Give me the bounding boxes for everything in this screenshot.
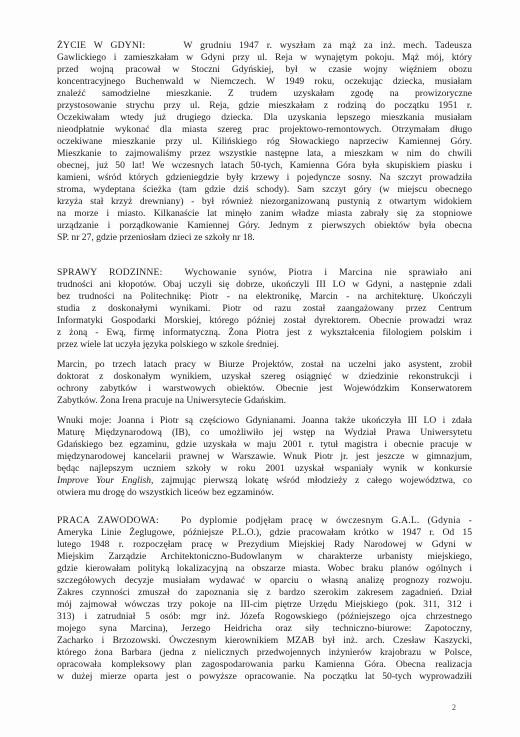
text-line: będąc najlepszym uczniem szkoły w roku 2001 uzyskał wspaniały wynik w konkursie [57,463,472,474]
text-line: Ameryka Linie Żeglugowe, późniejsze P.L.O.), gdzie pracowałam krótko w 1947 r. Od 15 [57,527,472,538]
text-line: 313) i zatrudniał 5 osób: mgr inż. Józefa Rogowskiego (późniejszego ojca chrzestnego [57,611,472,622]
text-line: szczegółowych decyzje musiałam wydawać w oparciu o własną analizę prognozy rozwoju. [57,575,472,586]
text-line: trudności ani kłopotów. Obaj uczyli się dobrze, ukończyli III LO w Gdyni, a następnie zdali [57,279,472,290]
text-line: z żoną - Ewą, firmę informatyczną. Żona Piotra jest z wykształcenia filologiem polskim i [57,327,472,338]
text-line: mojego syna Marcina), Jerzego Heidricha oraz siły techniczno-biurowe: Zapotoczny, [57,623,472,634]
text-line: przystosowanie strychu przy ul. Reja, gdzie mieszkałam z rodziną do początku 1951 r. [57,100,472,111]
text-line: Wnuki moje: Joanna i Piotr są częściowo Gdynianami. Joanna także ukończyła III LO i zdała [57,415,472,426]
text-line: przed wojną pracował w Stoczni Gdyńskiej, był w czasie wojny więźniem obozu [57,64,472,75]
section-line: ŻYCIE W GDYNI: W grudniu 1947 r. wyszłam za mąż za inż. mech. Tadeusza [57,40,472,51]
section-line: PRACA ZAWODOWA: Po dyplomie podjęłam pracę w ówczesnym G.A.L. (Gdynia - [57,515,472,526]
text-line: opracowała kompleksowy plan zagospodarowania parku Kamienna Góra. Obecna realizacja [57,659,472,670]
text-line: Improve Your English, zajmując pierwszą lokatę wśród młodzieży z całego województwa, co [57,475,472,486]
text-line: lutego 1948 r. rozpoczęłam pracę w Prezydium Miejskiej Rady Narodowej w Gdyni w [57,539,472,550]
text-line: doktorat z doskonałym wynikiem, uzyskał szereg osiągnięć w dziedzinie rekonstrukcji i [57,371,472,382]
text-line: którego żona Barbara (jedna z nielicznych przedwojennych inżynierów krajobrazu w Polsce, [57,647,472,658]
text-line: koncentracyjnego Buchenwald w Niemczech. W 1949 roku, oczekując dziecka, musiałam [57,76,472,87]
text-line: bez trudności na Politechnikę: Piotr - na elektronikę, Marcin - na architekturę. Ukończyli [57,291,472,302]
text-line: Zabytków. Żona Irena pracuje na Uniwersytecie Gdańskim. [57,395,287,406]
text-line: Maturę Międzynarodową (IB), co umożliwiło jej wstęp na Wydział Prawa Uniwersytetu [57,427,472,438]
text-line: studia z doskonałymi wynikami. Piotr od razu został zaangażowany przez Centrum [57,303,472,314]
text-line: kamieni, wśród których gdzieniegdzie były krzewy i pojedyncze sosny. Na szczyt prowadziła [57,172,472,183]
section-heading-family-matters: SPRAWY RODZINNE: [57,267,163,278]
text-line: w dużej mierze oparta jest o powyższe opracowanie. Na początku lat 50-tych wyprowadziłi [57,671,472,682]
section-heading-professional-work: PRACA ZAWODOWA: [57,515,159,526]
text-line: ochrony zabytków i warstwowych obiektów. Obecnie jest Wojewódzkim Konserwatorem [57,383,472,394]
text-line: stroma, wydeptana ścieżka (tam gdzie dziś schody). Sam szczyt góry (w miejscu obecnego [57,184,472,195]
page-number: 2 [452,703,456,712]
text-line: Marcin, po trzech latach pracy w Biurze Projektów, został na uczelni jako asystent, zrobił [57,359,472,370]
text-line: Gdańskiego bez egzaminu, gdzie uzyskała w maju 2001 r. tytuł magistra i obecnie pracuje w [57,439,472,450]
text-line: Informatyki Gospodarki Morskiej, którego później został dyrektorem. Obecnie prowadzi wraz [57,315,472,326]
text-line: Zacharko i Brzozowski. Ówczesnym kierownikiem MZAB był inż. arch. Czesław Kaszycki, [57,635,472,646]
text-line: SP. nr 27, gdzie przeniosłam dzieci ze szkoły nr 18. [57,232,255,243]
text-line: Gawlickiego i zamieszkałam w Gdyni przy ul. Reja w wynajętym pokoju. Mąż mój, który [57,52,472,63]
text-line: krzyża stał krzyż drewniany) - był również niezorganizowaną pustynią z otwartym widokiem [57,196,472,207]
section-heading-life-in-gdynia: ŻYCIE W GDYNI: [57,40,146,51]
text-line: otwiera mu drogę do wszystkich liceów bez egzaminów. [57,487,274,498]
text-line: znaleźć samodzielne mieszkanie. Z trudem uzyskałam zgodę na prowizoryczne [57,88,472,99]
text-line: oczekiwane mieszkanie przy ul. Kilińskiego róg Słowackiego naprzeciw Kamiennej Góry. [57,136,472,147]
text-line: mój zajmował wówczas trzy pokoje na III-cim piętrze Urzędu Miejskiego (pok. 311, 312 i [57,599,472,610]
text-line: urządzanie i porządkowanie Kamiennej Góry. Jednym z pierwszych obiektów była obecna [57,220,472,231]
text-line: przez wiele lat uczyła języka polskiego w szkole średniej. [57,339,279,350]
text-line: na morze i miasto. Kilkanaście lat minęło zanim władze miasta zabrały się za stopniowe [57,208,472,219]
text-line: obecnej, już 50 lat! We wczesnych latach 50-tych, Kamienna Góra była skupiskiem piasku i [57,160,472,171]
text-line: Oczekiwałam wtedy już drugiego dziecka. Dla uzyskania lepszego mieszkania musiałam [57,112,472,123]
text-line: gdzie kierowałam polityką lokalizacyjną na obszarze miasta. Wobec braku planów ogólnych i [57,563,472,574]
text-line: Miejskim Zarządzie Architektoniczno-Budowlanym w charakterze urbanisty miejskiego, [57,551,472,562]
text-line: nieodpłatnie wykonać dla miasta szereg prac projektowo-remontowych. Otrzymałam długo [57,124,472,135]
text-line: Zakres czynności zmuszał do zapoznania się z bardzo szerokim zakresem zagadnień. Dział [57,587,472,598]
contest-name: Improve Your English [57,475,152,486]
section-line: SPRAWY RODZINNE: Wychowanie synów, Piotra i Marcina nie sprawiało ani [57,267,472,278]
text-line: międzynarodowej kancelarii prawnej w Warszawie. Wnuk Piotr jr. jest jeszcze w gimnazjum, [57,451,472,462]
text-line: Mieszkanie to zajmowaliśmy przez wszystkie następne lata, a mieszkam w nim do chwili [57,148,472,159]
